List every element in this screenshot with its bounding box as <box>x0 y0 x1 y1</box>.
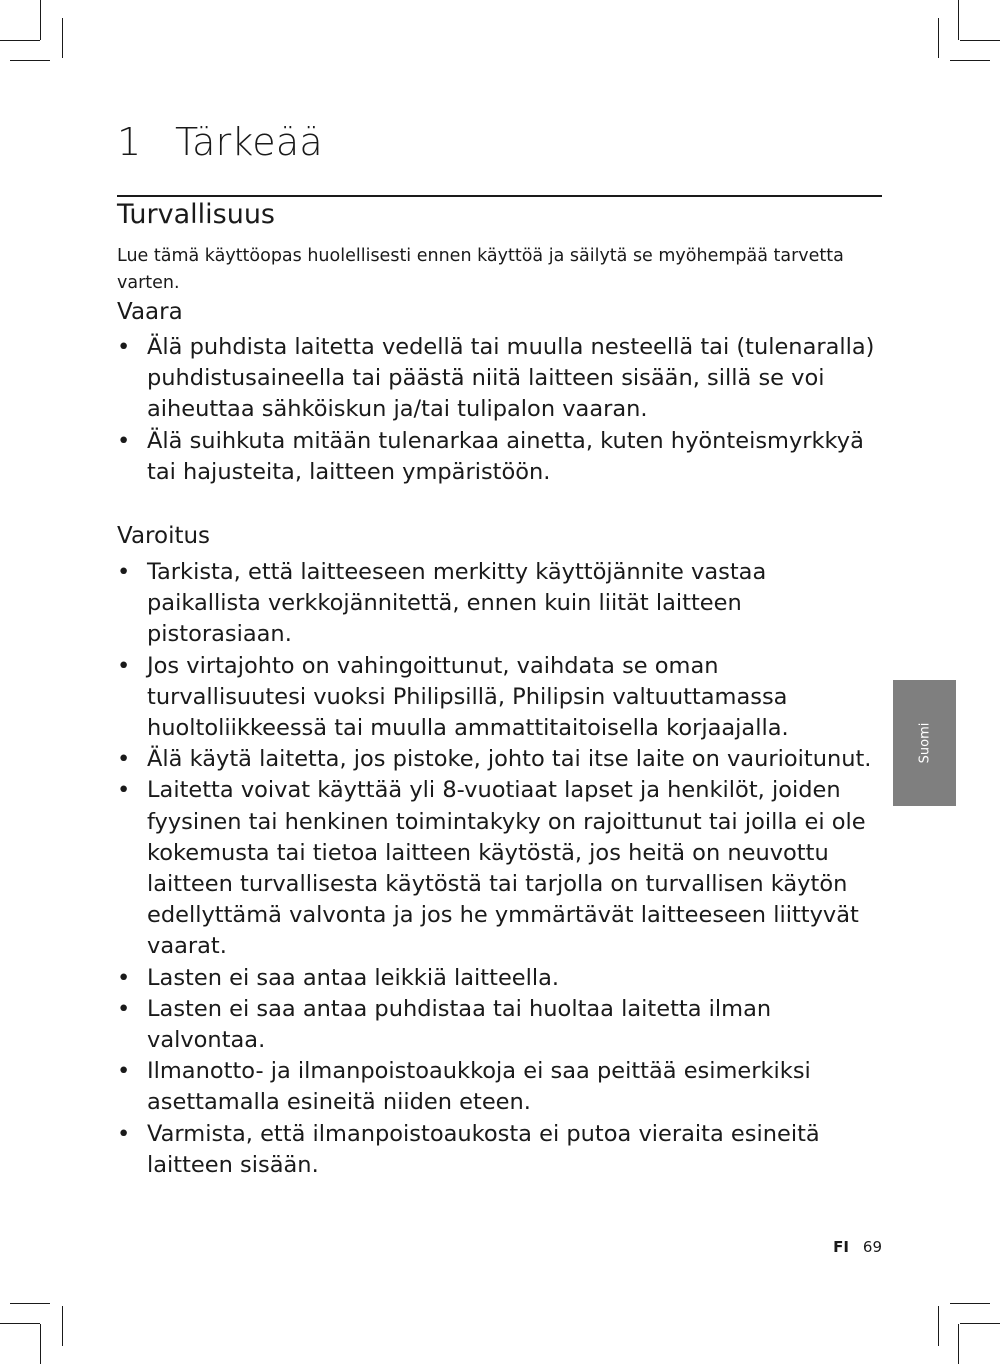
crop-mark <box>958 0 959 40</box>
crop-mark <box>958 1324 959 1364</box>
list-item: • Tarkista, että laitteeseen merkitty käyttöjännite vastaa paikallista verkkojännitettä, ennen kuin liität laitteen pistorasiaan. <box>117 557 877 651</box>
list-item: • Jos virtajohto on vahingoittunut, vaihdata se oman turvallisuutesi vuoksi Philipsillä, Philipsin valtuuttamassa huoltoliikkeessä tai muulla ammattitaitoisella korjaajalla. <box>117 651 877 745</box>
list-item: • Ilmanotto- ja ilmanpoistoaukkoja ei saa peittää esimerkiksi asettamalla esineitä niiden eteen. <box>117 1056 877 1118</box>
section-title: Turvallisuus <box>117 199 275 230</box>
intro-text: Lue tämä käyttöopas huolellisesti ennen käyttöä ja säilytä se myöhempää tarvetta varten. <box>117 246 844 293</box>
crop-mark <box>62 1306 63 1346</box>
danger-list <box>117 332 877 488</box>
crop-mark <box>938 1306 939 1346</box>
crop-mark <box>10 1303 50 1304</box>
page-footer <box>833 1238 882 1256</box>
footer-language: FI <box>833 1238 849 1256</box>
page-number: 69 <box>862 1238 882 1256</box>
crop-mark <box>960 40 1000 41</box>
list-item: • Laitetta voivat käyttää yli 8-vuotiaat lapset ja henkilöt, joiden fyysinen tai henkinen toimintakyky on rajoittunut tai joilla ei ole kokemusta tai tietoa laitteen käytöstä, jos heitä on neuvottu laitteen turvallisesta käytöstä tai tarjolla on turvallisen käytön edellyttämä valvonta ja jos he ymmärtävät laitteeseen liittyvät vaarat. <box>117 775 877 962</box>
list-item: • Älä puhdista laitetta vedellä tai muulla nesteellä tai (tulenaralla) puhdistusaineella tai päästä niitä laitteen sisään, sillä se voi aiheuttaa sähköiskun ja/tai tulipalon vaaran. <box>117 332 877 426</box>
language-tab-label: Suomi <box>917 722 932 764</box>
chapter-heading <box>117 120 323 164</box>
crop-mark <box>938 18 939 58</box>
crop-mark <box>62 18 63 58</box>
danger-heading: Vaara <box>117 299 183 325</box>
warning-heading: Varoitus <box>117 523 211 549</box>
heading-rule <box>117 195 882 197</box>
language-tab <box>893 680 956 806</box>
list-item: • Varmista, että ilmanpoistoaukosta ei putoa vieraita esineitä laitteen sisään. <box>117 1119 877 1181</box>
crop-mark <box>0 40 40 41</box>
list-item: • Älä käytä laitetta, jos pistoke, johto tai itse laite on vaurioitunut. <box>117 744 877 775</box>
chapter-number: 1 <box>117 120 142 164</box>
crop-mark <box>40 1324 41 1364</box>
crop-mark <box>40 0 41 40</box>
chapter-title: Tärkeää <box>175 120 323 164</box>
crop-mark <box>10 60 50 61</box>
crop-mark <box>950 60 990 61</box>
crop-mark <box>950 1303 990 1304</box>
crop-mark <box>0 1323 40 1324</box>
list-item: • Lasten ei saa antaa leikkiä laitteella. <box>117 963 877 994</box>
list-item: • Älä suihkuta mitään tulenarkaa ainetta, kuten hyönteismyrkkyä tai hajusteita, laitteen ympäristöön. <box>117 426 877 488</box>
crop-mark <box>960 1323 1000 1324</box>
warning-list <box>117 557 877 1181</box>
list-item: • Lasten ei saa antaa puhdistaa tai huoltaa laitetta ilman valvontaa. <box>117 994 877 1056</box>
